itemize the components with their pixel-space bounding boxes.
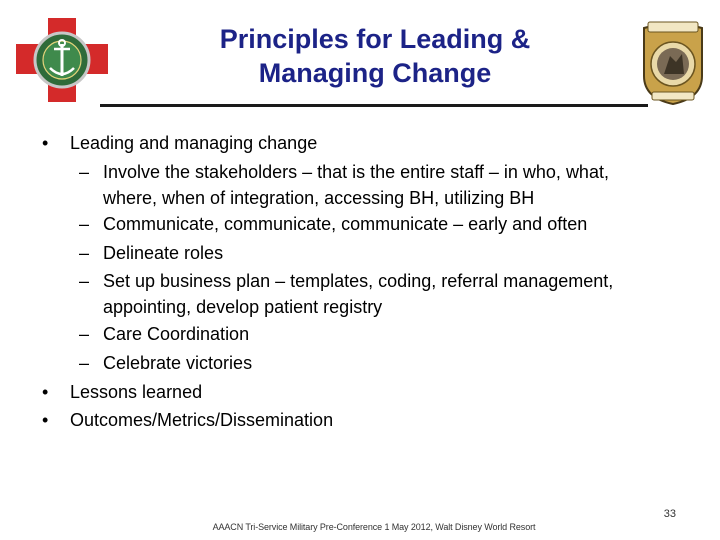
bullet-item [42,130,318,156]
slide-title [130,22,620,90]
title-line-2: Managing Change [258,58,492,88]
title-line-1: Principles for Leading & [219,24,531,54]
sub-bullet-marker: – [79,324,90,344]
navy-medicine-emblem-icon [12,18,112,102]
bullet-text: Leading and managing change [70,133,318,153]
sub-bullet-marker: – [79,243,90,263]
sub-bullet-text: Celebrate victories [103,353,253,373]
sub-bullet-text: Involve the stakeholders – that is the entire staff – in who, what, [103,162,609,182]
sub-bullet-marker: – [79,271,90,291]
sub-bullet-item [79,321,250,347]
sub-bullet-text: Communicate, communicate, communicate – early and often [103,214,588,234]
sub-bullet-marker: – [79,214,90,234]
sub-bullet-marker: – [79,353,90,373]
sub-bullet-item [79,211,588,237]
sub-bullet-marker: – [79,162,90,182]
bullet-marker: • [42,410,49,430]
sub-bullet-text: Care Coordination [103,324,250,344]
sub-bullet-text: Delineate roles [103,243,224,263]
naval-hospital-shield-icon [640,18,706,106]
sub-bullet-text-continued: appointing, develop patient registry [103,297,383,317]
bullet-item [42,407,334,433]
bullet-item [42,379,203,405]
bullet-marker: • [42,382,49,402]
sub-bullet-text: Set up business plan – templates, coding, referral management, [103,271,614,291]
sub-bullet-item [79,240,224,266]
title-divider [100,104,648,107]
sub-bullet-item [79,159,609,211]
bullet-text: Outcomes/Metrics/Dissemination [70,410,334,430]
sub-bullet-text-continued: where, when of integration, accessing BH, utilizing BH [103,188,535,208]
sub-bullet-item [79,268,614,320]
footer-caption: AAACN Tri-Service Military Pre-Conference 1 May 2012, Walt Disney World Resort [212,522,536,532]
footer-text [0,522,720,532]
page-number: 33 [663,508,676,520]
sub-bullet-item [79,350,253,376]
bullet-marker: • [42,133,49,153]
bullet-text: Lessons learned [70,382,203,402]
